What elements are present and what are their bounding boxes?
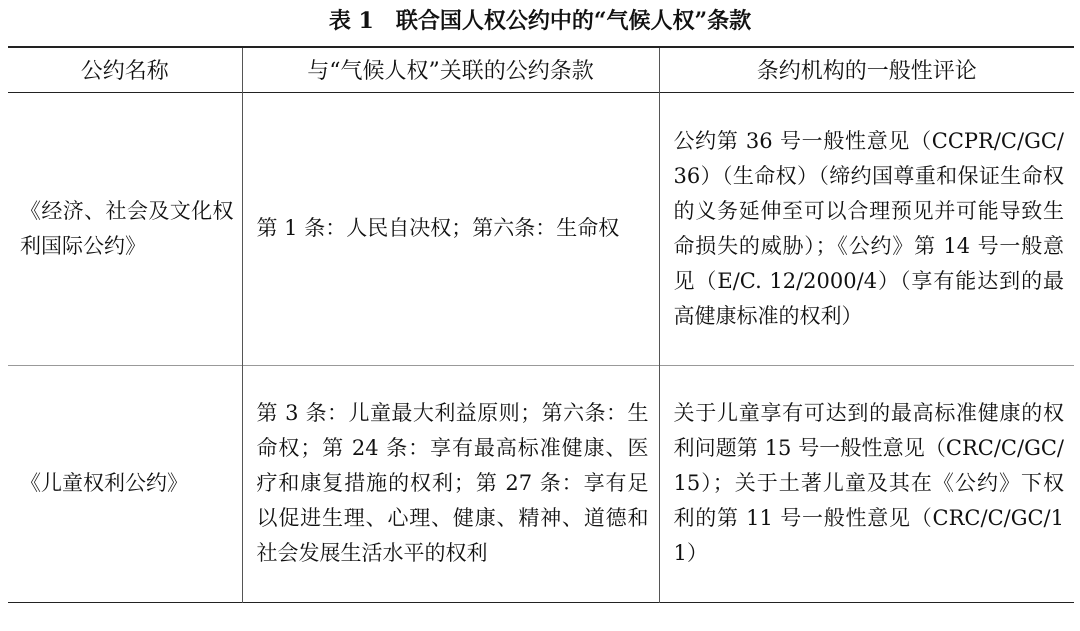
comments-cell: 关于儿童享有可达到的最高标准健康的权利问题第 15 号一般性意见（CRC/C/GC/15）；关于土著儿童及其在《公约》下权利的第 11 号一般性意见（CRC/C/GC/11）: [659, 365, 1074, 602]
header-convention-name: 公约名称: [80, 59, 169, 85]
table-header: [8, 47, 1074, 92]
header-row: [8, 47, 1074, 92]
articles-cell: 第 1 条：人民自决权；第六条：生命权: [242, 92, 659, 365]
table-row: [8, 365, 1074, 602]
table-row: [8, 92, 1074, 365]
table-title: 联合国人权公约中的“气候人权”条款: [395, 8, 752, 34]
convention-table: [8, 46, 1074, 603]
header-related-articles: 与“气候人权”关联的公约条款: [242, 47, 659, 92]
convention-name-cell: 《经济、社会及文化权利国际公约》: [20, 198, 234, 258]
comments-cell: 公约第 36 号一般性意见（CCPR/C/GC/36）（生命权）（缔约国尊重和保证生命权的义务延伸至可以合理预见并可能导致生命损失的威胁）；《公约》第 14 号一般意见（E/C. 12/2000/4）（享有能达到的最高健康标准的权利）: [659, 92, 1074, 365]
header-general-comments: 条约机构的一般性评论: [659, 47, 1074, 92]
table-caption: [0, 6, 1080, 36]
table-body: [8, 92, 1074, 602]
table-number: 表 1: [328, 8, 374, 34]
convention-name-cell: 《儿童权利公约》: [20, 471, 188, 495]
articles-cell: 第 3 条：儿童最大利益原则；第六条：生命权；第 24 条：享有最高标准健康、医疗和康复措施的权利；第 27 条：享有足以促进生理、心理、健康、精神、道德和社会发展生活水平的权利: [242, 365, 659, 602]
